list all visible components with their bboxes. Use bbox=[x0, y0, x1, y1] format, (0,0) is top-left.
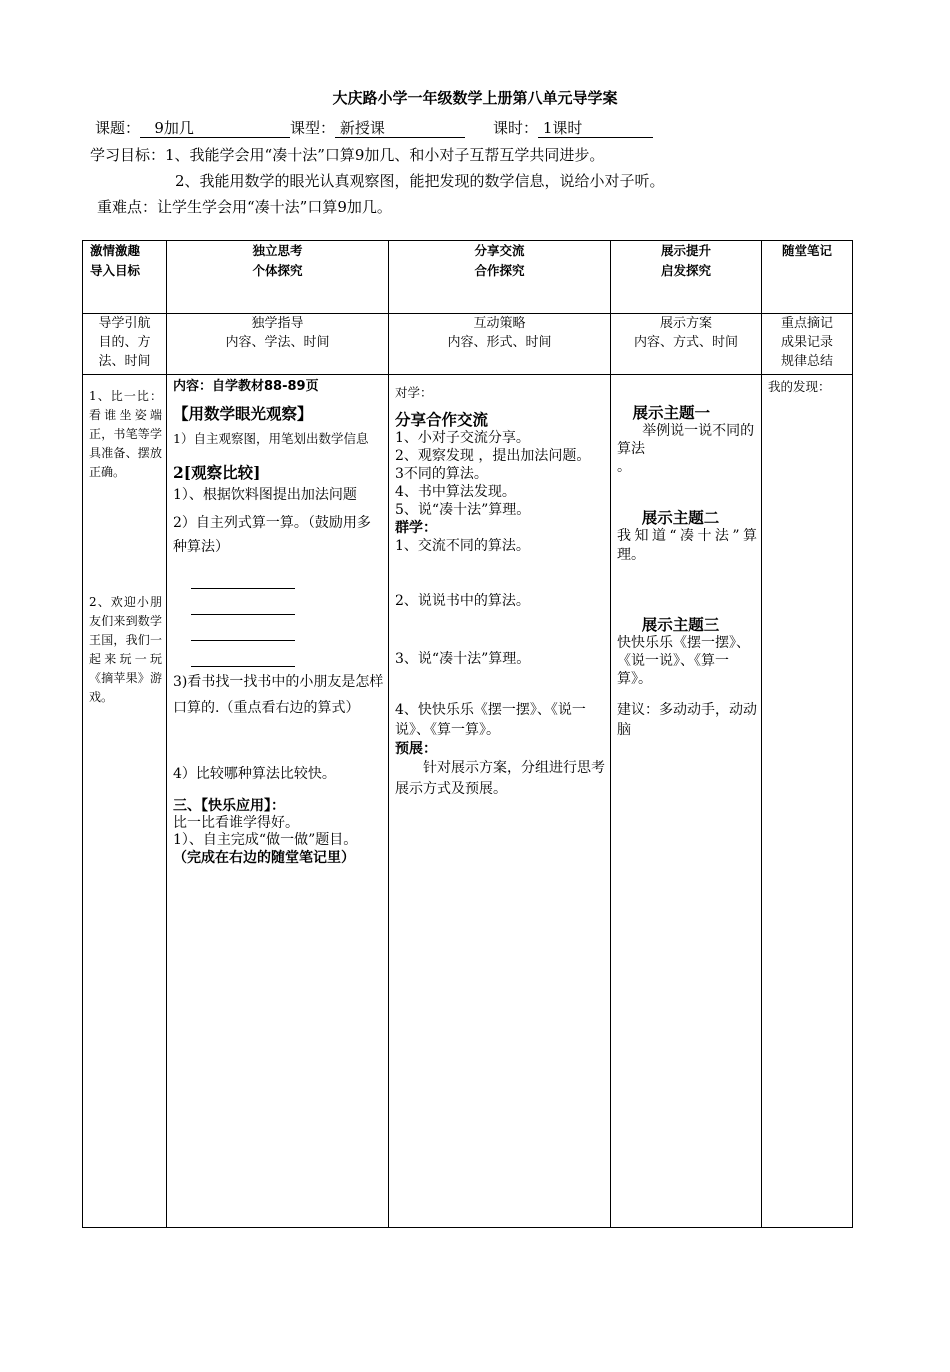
period-label: 课时： bbox=[493, 119, 539, 137]
subheader-col2: 独学指导 内容、学法、时间 bbox=[167, 314, 389, 375]
group-item-2: 2、说说书中的算法。 bbox=[395, 593, 530, 609]
theme-3-text: 快快乐乐《摆一摆》、《说一说》、《算一算》。 bbox=[617, 635, 750, 687]
step-apply-1: 比一比看谁学得好。 bbox=[173, 815, 299, 831]
header-col2: 独立思考 个体探究 bbox=[167, 241, 389, 314]
group-item-3: 3、说“凑十法”算理。 bbox=[395, 651, 531, 667]
step-observe: 1）自主观察图，用笔划出数学信息 bbox=[173, 431, 369, 446]
answer-blank[interactable] bbox=[191, 589, 295, 615]
self-study-content: 内容：自学教材88-89页 bbox=[173, 379, 319, 394]
learning-goal-1: 学习目标：1、我能学会用“凑十法”口算9加几、和小对子互帮互学共同进步。 bbox=[90, 146, 605, 164]
step-compare-2: 2）自主列式算一算。（鼓励用多种算法） bbox=[173, 515, 371, 555]
content-col2 bbox=[167, 375, 389, 1228]
subheader-col4: 展示方案 内容、方式、时间 bbox=[611, 314, 762, 375]
share-item-2: 2、观察发现 ，提出加法问题。 bbox=[395, 448, 591, 464]
intro-item-1: 1、比一比：看谁坐姿端正，书笔等学具准备、摆放正确。 bbox=[89, 389, 162, 479]
pair-study-label: 对学： bbox=[395, 385, 433, 400]
group-study-label: 群学： bbox=[395, 520, 437, 536]
answer-blank[interactable] bbox=[191, 615, 295, 641]
group-item-1: 1、交流不同的算法。 bbox=[395, 538, 530, 554]
learning-goal-2: 2、我能用数学的眼光认真观察图，能把发现的数学信息，说给小对子听。 bbox=[175, 172, 665, 190]
content-col1 bbox=[83, 375, 167, 1228]
subheader-col1: 导学引航 目的、方 法、时间 bbox=[83, 314, 167, 375]
subheader-row bbox=[83, 314, 853, 375]
theme-1-title: 展示主题一 bbox=[632, 403, 711, 422]
header-row bbox=[83, 241, 853, 314]
document-title: 大庆路小学一年级数学上册第八单元导学案 bbox=[332, 89, 618, 107]
step-compare-3: 3)看书找一找书中的小朋友是怎样口算的.（重点看右边的算式） bbox=[173, 674, 384, 716]
content-row bbox=[83, 375, 853, 1228]
key-point: 重难点：让学生学会用“凑十法”口算9加几。 bbox=[97, 198, 392, 216]
header-col4: 展示提升 启发探究 bbox=[611, 241, 762, 314]
type-value: 新授课 bbox=[335, 120, 465, 138]
step-apply-2: 1）、自主完成“做一做”题目。 bbox=[173, 832, 358, 848]
answer-blanks bbox=[173, 563, 384, 667]
theme-3-title: 展示主题三 bbox=[641, 615, 720, 634]
share-item-4: 4、书中算法发现。 bbox=[395, 484, 516, 500]
suggestion: 建议：多动动手，动动脑 bbox=[617, 702, 757, 738]
period-value: 1课时 bbox=[538, 120, 653, 138]
step-compare-4: 4）比较哪种算法比较快。 bbox=[173, 766, 336, 782]
group-item-4: 4、快快乐乐《摆一摆》、《说一说》、《算一算》。 bbox=[395, 702, 586, 738]
share-item-3: 3不同的算法。 bbox=[395, 466, 488, 482]
content-col4 bbox=[611, 375, 762, 1228]
theme-1-text: 举例说一说不同的算法 bbox=[617, 423, 755, 457]
header-col5: 随堂笔记 bbox=[762, 241, 853, 314]
share-title: 分享合作交流 bbox=[395, 410, 489, 429]
header-col1: 激情激趣 导入目标 bbox=[83, 241, 167, 314]
lesson-meta bbox=[95, 117, 653, 138]
header-col3: 分享交流 合作探究 bbox=[389, 241, 611, 314]
type-label: 课型： bbox=[290, 119, 336, 137]
subheader-col3: 互动策略 内容、形式、时间 bbox=[389, 314, 611, 375]
share-item-1: 1、小对子交流分享。 bbox=[395, 430, 530, 446]
answer-blank[interactable] bbox=[191, 563, 295, 589]
my-findings-label: 我的发现： bbox=[768, 379, 831, 394]
theme-1-end: 。 bbox=[617, 459, 631, 475]
section-apply: 三、【快乐应用】： bbox=[173, 798, 285, 814]
pre-show-label: 预展： bbox=[395, 741, 437, 757]
lesson-table bbox=[82, 240, 853, 1228]
section-compare: 2[观察比较] bbox=[173, 463, 261, 482]
step-apply-3: （完成在右边的随堂笔记里） bbox=[173, 850, 355, 866]
course-label: 课题： bbox=[95, 119, 141, 137]
pre-show-text: 针对展示方案，分组进行思考展示方式及预展。 bbox=[395, 760, 605, 797]
content-col5[interactable] bbox=[762, 375, 853, 1228]
course-value: 9加几 bbox=[140, 120, 290, 138]
subheader-col5: 重点摘记 成果记录 规律总结 bbox=[762, 314, 853, 375]
theme-2-title: 展示主题二 bbox=[641, 508, 720, 527]
step-compare-1: 1）、根据饮料图提出加法问题 bbox=[173, 487, 357, 503]
content-col3 bbox=[389, 375, 611, 1228]
answer-blank[interactable] bbox=[191, 641, 295, 667]
intro-item-2: 2、欢迎小朋友们来到数学王国，我们一起来玩一玩《摘苹果》游戏。 bbox=[89, 595, 162, 704]
theme-2-text: 我知道“凑十法”算理。 bbox=[617, 528, 757, 563]
section-observe: 【用数学眼光观察】 bbox=[173, 404, 313, 423]
share-item-5: 5、说“凑十法”算理。 bbox=[395, 502, 531, 518]
